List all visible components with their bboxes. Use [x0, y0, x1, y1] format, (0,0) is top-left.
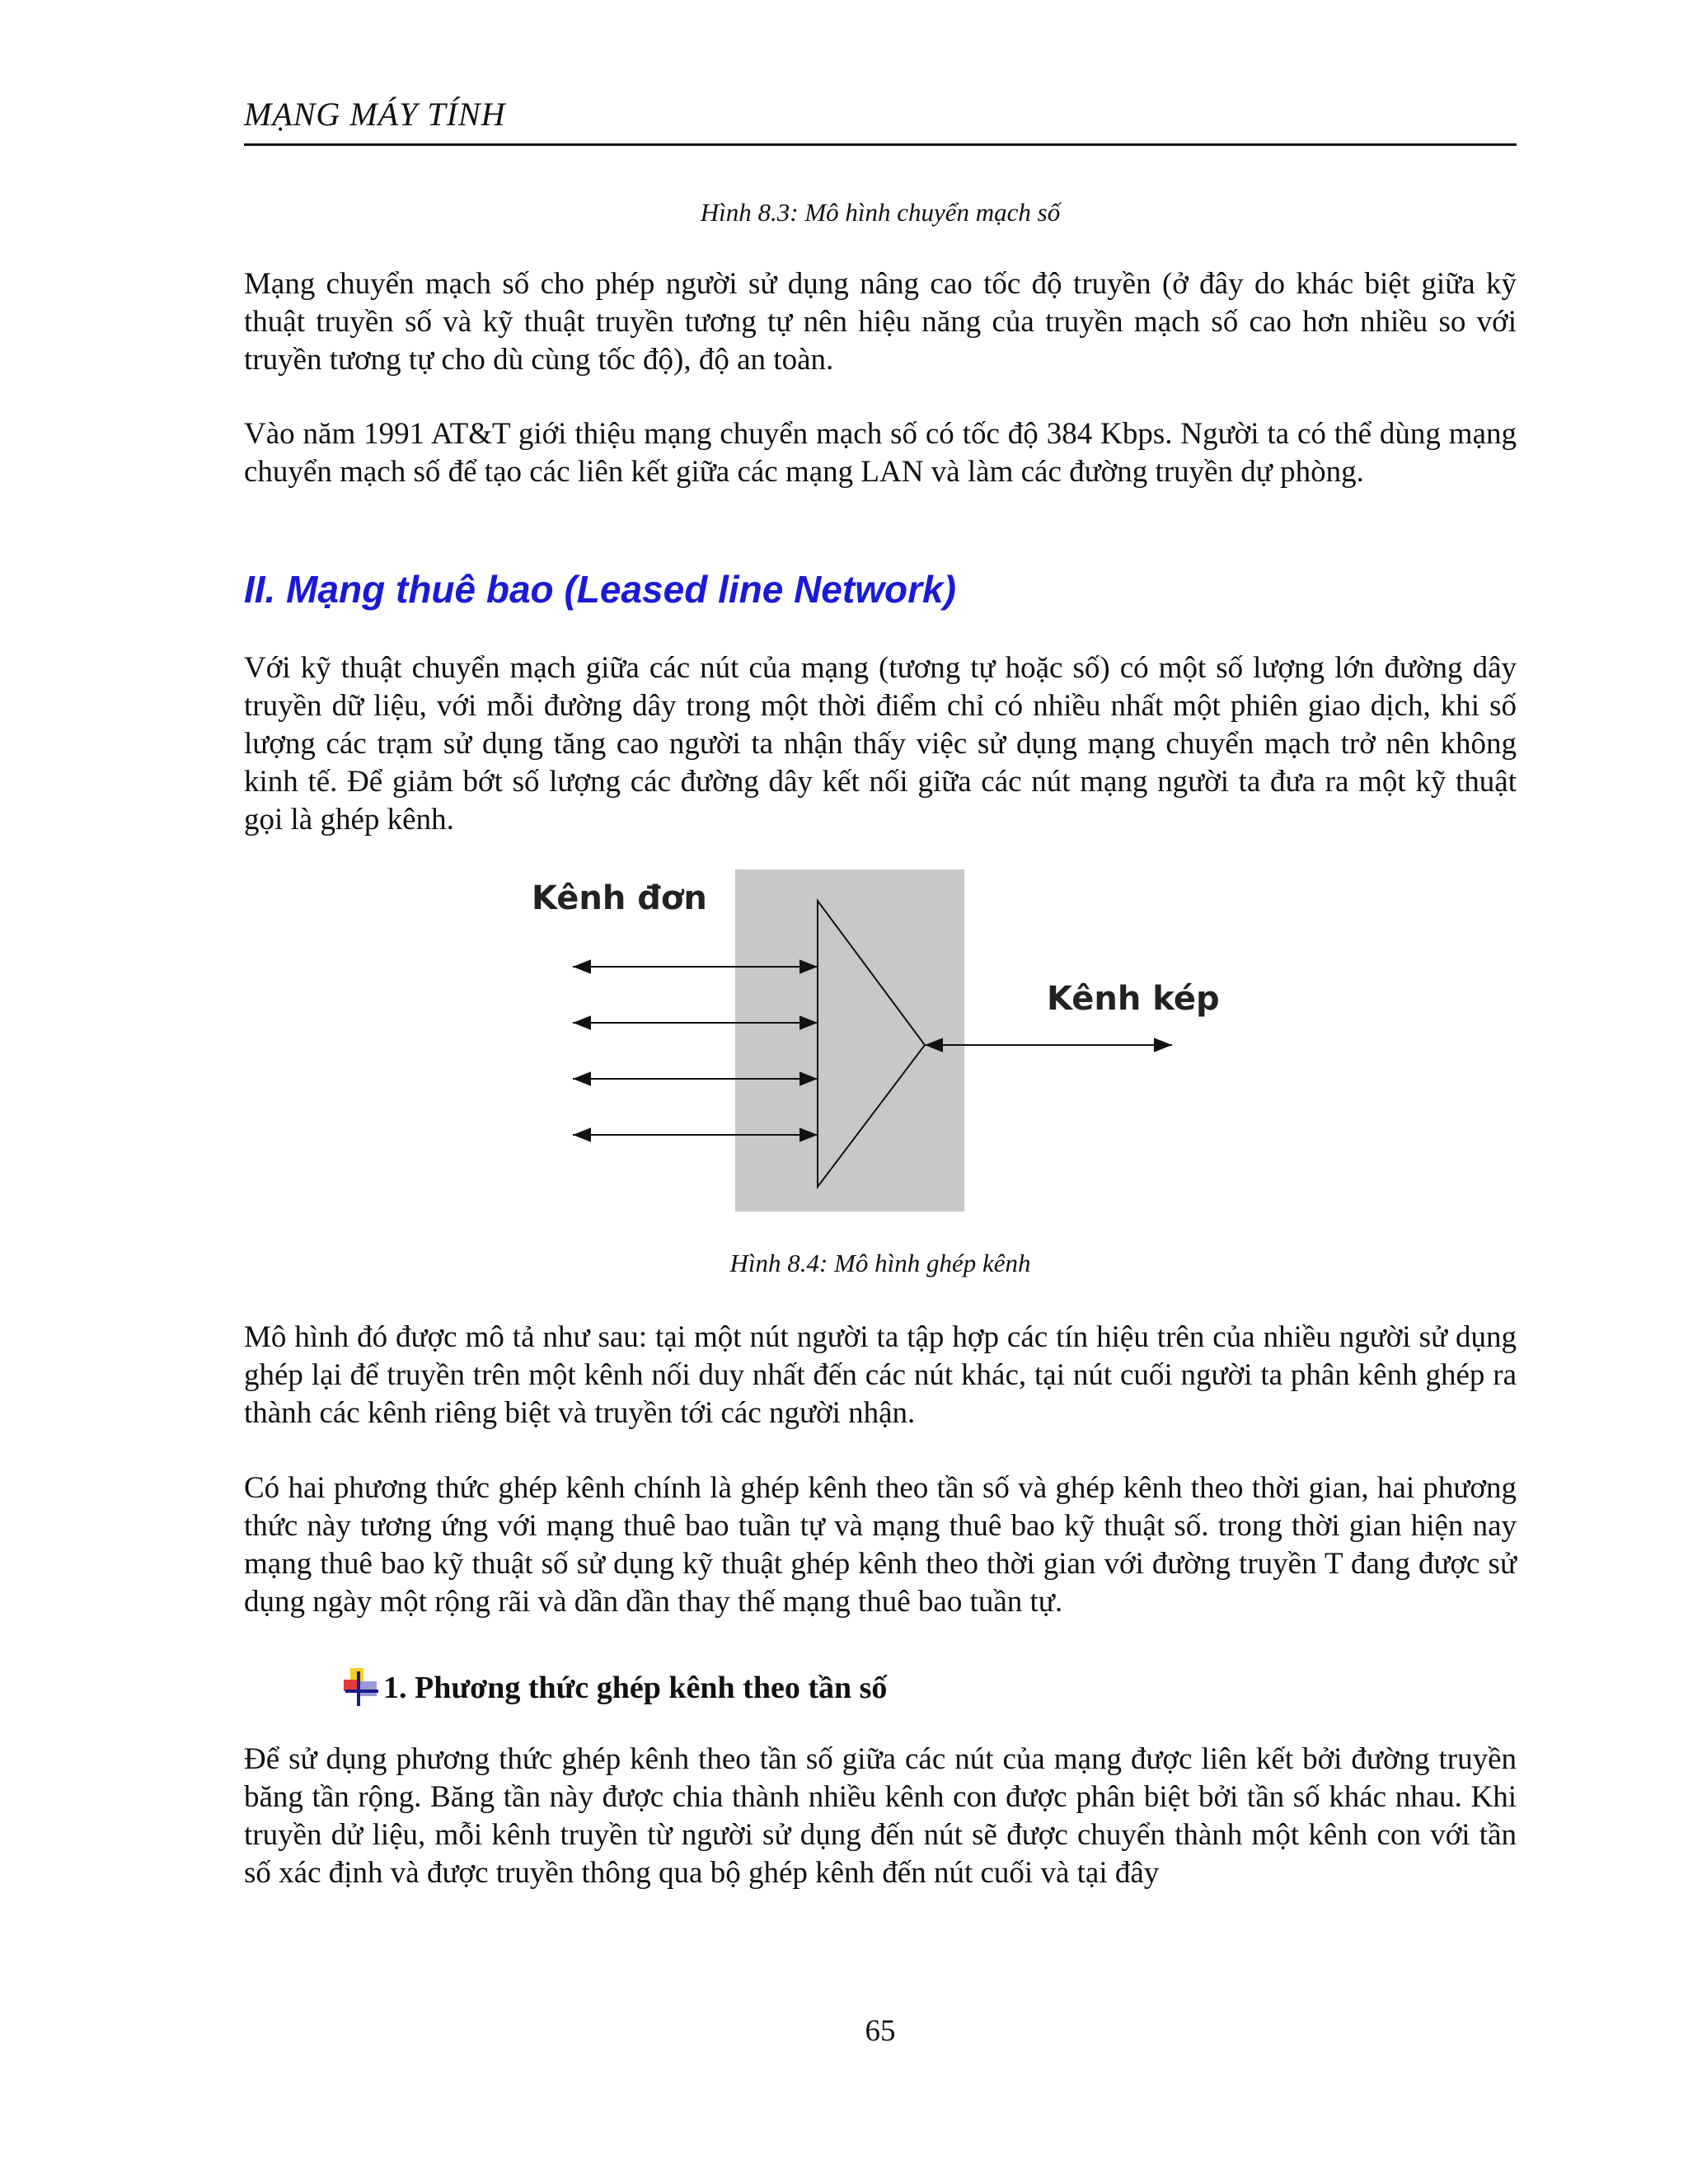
label-single-channel: Kênh đơn: [532, 879, 707, 917]
subsection-heading: [342, 1665, 887, 1711]
paragraph-att-1991: Vào năm 1991 AT&T giới thiệu mạng chuyển mạch số có tốc độ 384 Kbps. Người ta có thể dùng mạng chuyển mạch số để tạo các liên kết giữa các mạng LAN và làm các đường truyền dự phòng.: [244, 417, 1517, 489]
page-number: 65: [865, 2014, 896, 2048]
paragraph-model-description: Mô hình đó được mô tả như sau: tại một nút người ta tập hợp các tín hiệu trên của nhiều người sử dụng ghép lại để truyền trên một kênh nối duy nhất đến các nút khác, tại nút cuối người ta phân kênh ghép ra thành các kênh riêng biệt và truyền tới các người nhận.: [244, 1320, 1517, 1430]
subsection-heading-text: 1. Phương thức ghép kênh theo tần số: [383, 1671, 888, 1705]
label-multiplexed-channel: Kênh kép: [1047, 980, 1220, 1018]
multiplexing-diagram: [519, 869, 1261, 1224]
figure-8-3-caption: Hình 8.3: Mô hình chuyển mạch số: [700, 198, 1061, 227]
paragraph-frequency-multiplexing: Để sử dụng phương thức ghép kênh theo tần số giữa các nút của mạng được liên kết bởi đường truyền băng tần rộng. Băng tần này được chia thành nhiều kênh con được phân biệt bởi tần số khác nhau. Khi truyền dử liệu, mỗi kênh truyền từ người sử dụng đến nút sẽ được chuyển thành một kênh con với tần số xác định và được truyền thông qua bộ ghép kênh đến nút cuối và tại đây: [244, 1742, 1517, 1890]
multiplexer-box: [735, 869, 964, 1212]
section-heading-leased-line: II. Mạng thuê bao (Leased line Network): [244, 568, 956, 611]
multiplexing-diagram-svg: [519, 869, 1261, 1224]
running-header: MẠNG MÁY TÍNH: [244, 96, 506, 133]
figure-8-4-caption: Hình 8.4: Mô hình ghép kênh: [729, 1249, 1031, 1277]
paragraph-multiplexing-intro: Với kỹ thuật chuyển mạch giữa các nút của mạng (tương tự hoặc số) có một số lượng lớn đường dây truyền dữ liệu, với mỗi đường dây trong một thời điểm chỉ có nhiều nhất một phiên giao dịch, khi số lượng các trạm sử dụng tăng cao người ta nhận thấy việc sử dụng mạng chuyển mạch trở nên không kinh tế. Để giảm bớt số lượng các đường dây kết nối giữa các nút mạng người ta đưa ra một kỹ thuật gọi là ghép kênh.: [244, 651, 1517, 837]
paragraph-two-methods: Có hai phương thức ghép kênh chính là ghép kênh theo tần số và ghép kênh theo thời gian, hai phương thức này tương ứng với mạng thuê bao tuần tự và mạng thuê bao kỹ thuật số. trong thời gian hiện nay mạng thuê bao kỹ thuật số sử dụng kỹ thuật ghép kênh theo thời gian với đường truyền T đang được sử dụng ngày một rộng rãi và dần dần thay thế mạng thuê bao tuần tự.: [244, 1471, 1517, 1619]
paragraph-digital-switching: Mạng chuyển mạch số cho phép người sử dụng nâng cao tốc độ truyền (ở đây do khác biệt giữa kỹ thuật truyền số và kỹ thuật truyền tương tự nên hiệu năng của truyền mạch số cao hơn nhiều so với truyền tương tự cho dù cùng tốc độ), độ an toàn.: [244, 267, 1517, 377]
bullet-cross-icon: [342, 1666, 382, 1709]
header-rule: [244, 143, 1517, 146]
